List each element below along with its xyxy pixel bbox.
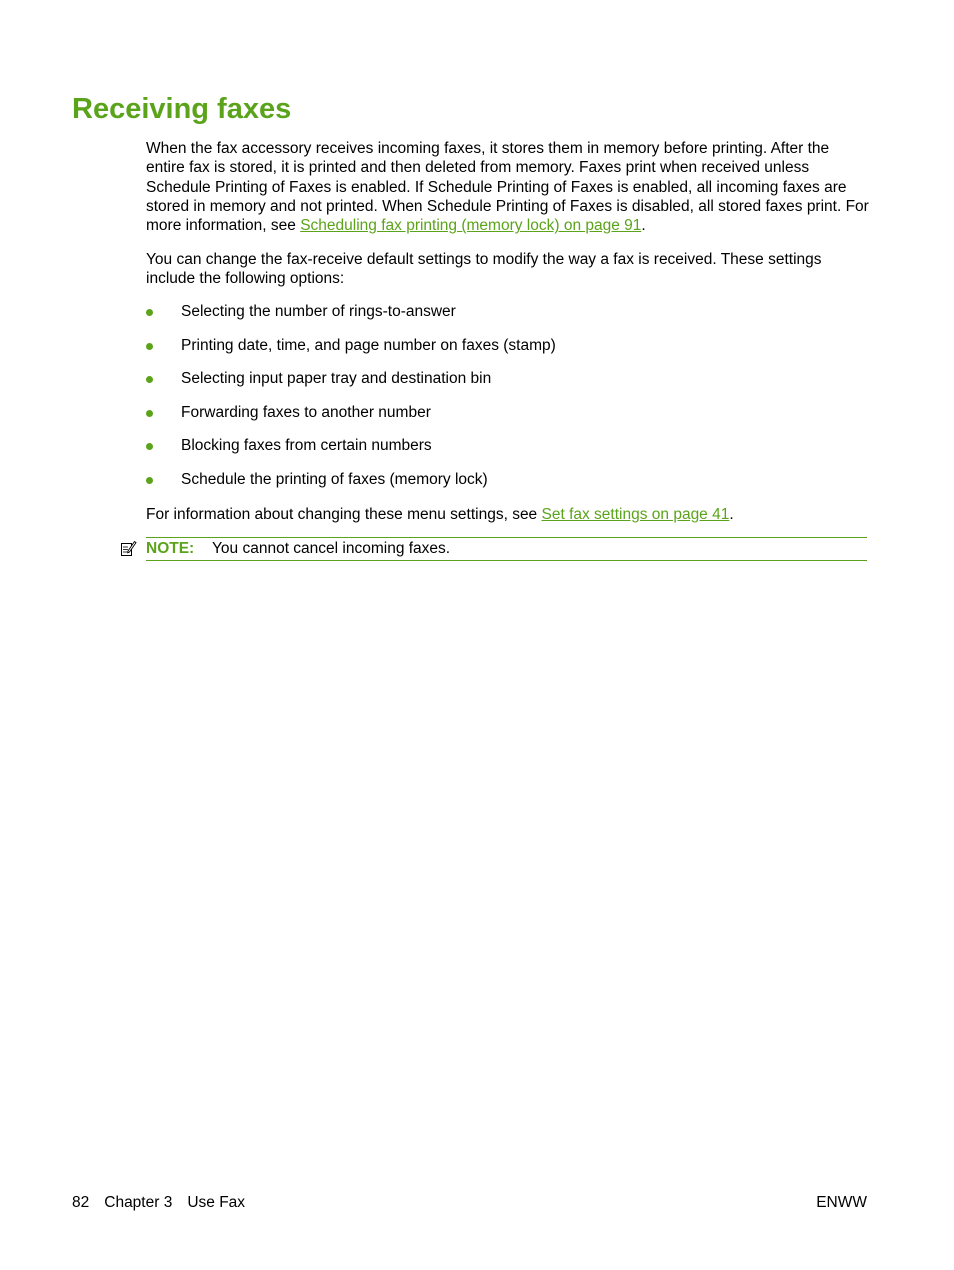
bullet-icon [146, 477, 153, 484]
list-item [146, 436, 556, 470]
page-title: Receiving faxes [72, 93, 292, 125]
list-item [146, 336, 556, 370]
list-item-text: Selecting the number of rings-to-answer [181, 303, 456, 320]
chapter-label: Chapter 3 [104, 1194, 173, 1211]
bullet-icon [146, 443, 153, 450]
page-number: 82 [72, 1194, 90, 1211]
note-label: NOTE: [146, 540, 195, 557]
list-item-text: Selecting input paper tray and destination bin [181, 370, 492, 388]
list-item-text: Forwarding faxes to another number [181, 403, 431, 421]
intro-paragraph [146, 139, 870, 235]
footer-left [72, 1193, 260, 1213]
bullet-icon [146, 376, 153, 383]
intro-end: . [641, 217, 646, 235]
set-fax-settings-link[interactable]: Set fax settings on page 41 [541, 506, 730, 523]
options-list [146, 302, 556, 504]
list-item-text: Schedule the printing of faxes (memory lock) [181, 470, 488, 488]
menu-settings-text: For information about changing these menu settings, see [146, 506, 542, 523]
list-item [146, 403, 556, 437]
note-pencil-icon [120, 540, 137, 557]
note-box [146, 537, 867, 561]
bullet-icon [146, 309, 153, 316]
list-item [146, 470, 556, 504]
bullet-icon [146, 343, 153, 350]
note-text: You cannot cancel incoming faxes. [212, 540, 451, 557]
chapter-title: Use Fax [187, 1194, 246, 1211]
settings-paragraph: You can change the fax-receive default settings to modify the way a fax is received. These settings include the following options: [146, 251, 822, 288]
footer-right: ENWW [816, 1194, 867, 1211]
list-item [146, 302, 556, 336]
menu-settings-paragraph [146, 505, 870, 524]
list-item [146, 369, 556, 403]
list-item-text: Blocking faxes from certain numbers [181, 437, 432, 455]
bullet-icon [146, 410, 153, 417]
intro-text: When the fax accessory receives incoming faxes, it stores them in memory before printing. After the entire fax is stored, it is printed and then deleted from memory. Faxes print when received unless Schedule Printing of Faxes is enabled. If Schedule Printing of Faxes is enabled, all incoming faxes are stored in memory and not printed. When Schedule Printing of Faxes is disabled, all stored faxes print. For more information, see [146, 140, 869, 235]
menu-settings-end: . [729, 506, 734, 523]
scheduling-fax-printing-link[interactable]: Scheduling fax printing (memory lock) on page 91 [300, 217, 642, 235]
list-item-text: Printing date, time, and page number on faxes (stamp) [181, 336, 556, 354]
